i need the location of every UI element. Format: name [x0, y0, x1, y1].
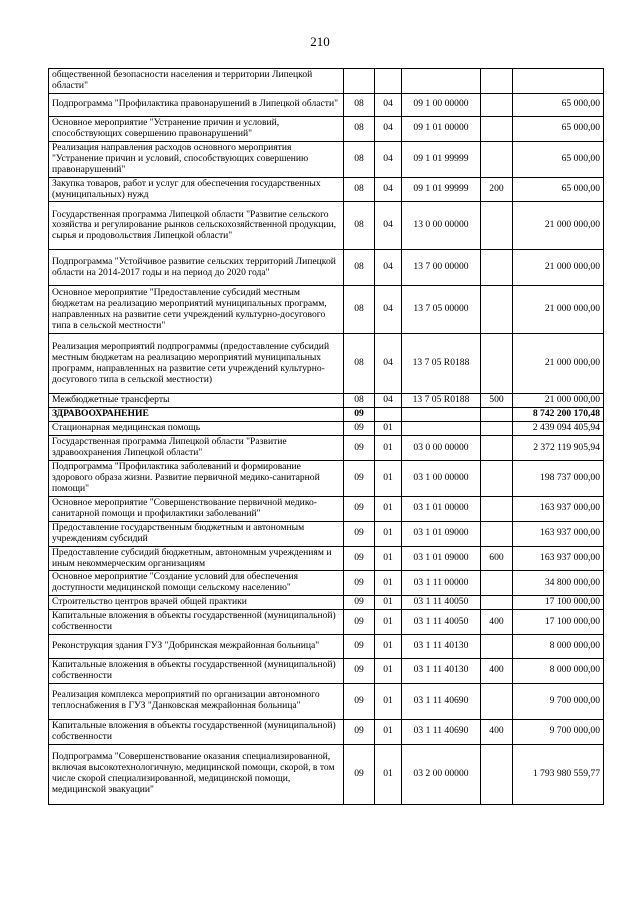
row-amount [513, 69, 604, 94]
row-subsection: 04 [375, 202, 402, 250]
row-target-article: 03 1 11 40050 [402, 610, 481, 635]
row-expense-type: 600 [481, 546, 513, 571]
row-amount: 163 937 000,00 [513, 496, 604, 521]
row-target-article: 13 7 05 R0188 [402, 394, 481, 408]
row-subsection: 01 [375, 521, 402, 546]
row-section [344, 69, 375, 94]
row-expense-type [481, 202, 513, 250]
row-expense-type: 200 [481, 177, 513, 202]
row-subsection: 01 [375, 610, 402, 635]
row-section: 09 [344, 571, 375, 596]
row-target-article: 03 1 11 00000 [402, 571, 481, 596]
row-target-article: 09 1 01 99999 [402, 177, 481, 202]
row-section: 08 [344, 177, 375, 202]
row-section: 09 [344, 521, 375, 546]
row-expense-type [481, 683, 513, 719]
row-section: 09 [344, 422, 375, 436]
row-target-article: 13 0 00 00000 [402, 202, 481, 250]
row-subsection: 01 [375, 496, 402, 521]
row-section: 09 [344, 436, 375, 461]
table-row [49, 683, 604, 719]
row-target-article: 13 7 05 00000 [402, 286, 481, 334]
table-row [49, 177, 604, 202]
table-row [49, 93, 604, 116]
row-section: 09 [344, 596, 375, 610]
row-amount: 21 000 000,00 [513, 286, 604, 334]
row-amount: 65 000,00 [513, 116, 604, 141]
row-target-article [402, 408, 481, 422]
row-name: Подпрограмма "Совершенствование оказания специализированной, включая высокотехнологичную, медицинской помощи, скорой, в том числе скорой специализированной, медицинской помощи, медицинской эвакуации" [49, 744, 344, 804]
row-subsection: 04 [375, 334, 402, 394]
row-expense-type [481, 422, 513, 436]
table-row [49, 460, 604, 496]
row-target-article [402, 422, 481, 436]
row-target-article: 03 2 00 00000 [402, 744, 481, 804]
table-row [49, 610, 604, 635]
row-target-article: 03 1 00 00000 [402, 460, 481, 496]
row-expense-type [481, 571, 513, 596]
row-subsection: 04 [375, 177, 402, 202]
row-amount: 17 100 000,00 [513, 596, 604, 610]
row-section: 09 [344, 546, 375, 571]
table-row [49, 436, 604, 461]
row-section: 08 [344, 116, 375, 141]
row-subsection: 01 [375, 596, 402, 610]
row-subsection [375, 69, 402, 94]
row-name: Межбюджетные трансферты [49, 394, 344, 408]
row-subsection: 01 [375, 634, 402, 658]
row-expense-type [481, 744, 513, 804]
table-row [49, 719, 604, 744]
row-expense-type [481, 69, 513, 94]
row-expense-type [481, 250, 513, 286]
row-name: общественной безопасности населения и территории Липецкой области" [49, 69, 344, 94]
row-name: Основное мероприятие "Создание условий для обеспечения доступности медицинской помощи сельскому населению" [49, 571, 344, 596]
row-name: Реализация направления расходов основного мероприятия "Устранение причин и условий, способствующих совершению правонарушений" [49, 141, 344, 177]
table-row [49, 202, 604, 250]
row-subsection: 01 [375, 719, 402, 744]
row-amount: 198 737 000,00 [513, 460, 604, 496]
row-amount: 1 793 980 559,77 [513, 744, 604, 804]
row-target-article: 03 1 11 40690 [402, 683, 481, 719]
row-section: 08 [344, 334, 375, 394]
page-number: 210 [310, 34, 330, 49]
row-section: 09 [344, 634, 375, 658]
row-section: 09 [344, 610, 375, 635]
row-section: 09 [344, 408, 375, 422]
row-expense-type [481, 596, 513, 610]
table-row [49, 546, 604, 571]
row-subsection: 04 [375, 93, 402, 116]
row-expense-type [481, 521, 513, 546]
row-subsection: 04 [375, 286, 402, 334]
table-row [49, 116, 604, 141]
row-name: Основное мероприятие "Устранение причин и условий, способствующих совершению правонарушений" [49, 116, 344, 141]
row-expense-type [481, 408, 513, 422]
row-amount: 65 000,00 [513, 141, 604, 177]
row-amount: 8 742 200 170,48 [513, 408, 604, 422]
table-row [49, 334, 604, 394]
row-amount: 34 800 000,00 [513, 571, 604, 596]
row-amount: 8 000 000,00 [513, 658, 604, 683]
row-subsection: 01 [375, 460, 402, 496]
row-target-article: 03 1 01 00000 [402, 496, 481, 521]
row-subsection: 04 [375, 250, 402, 286]
row-amount: 21 000 000,00 [513, 334, 604, 394]
row-section: 09 [344, 496, 375, 521]
row-name: Предоставление государственным бюджетным и автономным учреждениям субсидий [49, 521, 344, 546]
table-row [49, 744, 604, 804]
row-name: Государственная программа Липецкой области "Развитие здравоохранения Липецкой области" [49, 436, 344, 461]
table-row [49, 634, 604, 658]
row-amount: 65 000,00 [513, 177, 604, 202]
row-expense-type [481, 141, 513, 177]
row-subsection: 01 [375, 744, 402, 804]
row-target-article: 03 1 11 40690 [402, 719, 481, 744]
row-subsection: 01 [375, 422, 402, 436]
row-subsection: 04 [375, 141, 402, 177]
table-row [49, 571, 604, 596]
row-subsection: 04 [375, 116, 402, 141]
table-row [49, 521, 604, 546]
row-section: 08 [344, 141, 375, 177]
row-section: 08 [344, 394, 375, 408]
row-subsection [375, 408, 402, 422]
row-name: Капитальные вложения в объекты государственной (муниципальной) собственности [49, 610, 344, 635]
row-section: 09 [344, 683, 375, 719]
row-subsection: 01 [375, 658, 402, 683]
row-expense-type: 400 [481, 719, 513, 744]
row-amount: 2 439 094 405,94 [513, 422, 604, 436]
row-name: Основное мероприятие "Совершенствование первичной медико-санитарной помощи и профилактики заболеваний" [49, 496, 344, 521]
row-subsection: 01 [375, 546, 402, 571]
row-name: Государственная программа Липецкой области "Развитие сельского хозяйства и регулирование рынков сельскохозяйственной продукции, сырья и продовольствия Липецкой области" [49, 202, 344, 250]
budget-table [48, 68, 604, 805]
table-row [49, 141, 604, 177]
row-section: 08 [344, 93, 375, 116]
row-section: 09 [344, 719, 375, 744]
row-target-article: 03 0 00 00000 [402, 436, 481, 461]
row-amount: 9 700 000,00 [513, 683, 604, 719]
row-name: Основное мероприятие "Предоставление субсидий местным бюджетам на реализацию мероприятий муниципальных программ, направленных на развитие сети учреждений культурно-досугового типа в сельской местности" [49, 286, 344, 334]
row-amount: 17 100 000,00 [513, 610, 604, 635]
table-row [49, 496, 604, 521]
row-target-article: 13 7 00 00000 [402, 250, 481, 286]
table-row [49, 408, 604, 422]
row-name: Строительство центров врачей общей практики [49, 596, 344, 610]
row-name: Подпрограмма "Устойчивое развитие сельских территорий Липецкой области на 2014-2017 годы и на период до 2020 года" [49, 250, 344, 286]
row-amount: 21 000 000,00 [513, 394, 604, 408]
row-expense-type [481, 286, 513, 334]
row-subsection: 01 [375, 436, 402, 461]
row-amount: 8 000 000,00 [513, 634, 604, 658]
row-target-article: 03 1 11 40050 [402, 596, 481, 610]
table-row [49, 422, 604, 436]
table-row [49, 250, 604, 286]
row-name: Реализация комплекса мероприятий по организации автономного теплоснабжения в ГУЗ "Данковская межрайонная больница" [49, 683, 344, 719]
table-row [49, 596, 604, 610]
row-target-article: 09 1 01 99999 [402, 141, 481, 177]
row-expense-type [481, 93, 513, 116]
row-subsection: 01 [375, 683, 402, 719]
row-expense-type [481, 436, 513, 461]
row-name: Реализация мероприятий подпрограммы (предоставление субсидий местным бюджетам на реализацию мероприятий муниципальных программ, направленных на развитие сети учреждений культурно-досугового типа в сельской местности) [49, 334, 344, 394]
row-name: Предоставление субсидий бюджетным, автономным учреждениям и иным некоммерческим организациям [49, 546, 344, 571]
row-name: Капитальные вложения в объекты государственной (муниципальной) собственности [49, 719, 344, 744]
row-subsection: 01 [375, 571, 402, 596]
row-section: 09 [344, 460, 375, 496]
row-amount: 21 000 000,00 [513, 250, 604, 286]
row-name: Капитальные вложения в объекты государственной (муниципальной) собственности [49, 658, 344, 683]
row-target-article: 13 7 05 R0188 [402, 334, 481, 394]
row-section: 09 [344, 744, 375, 804]
row-amount: 163 937 000,00 [513, 546, 604, 571]
row-expense-type: 400 [481, 658, 513, 683]
row-expense-type [481, 116, 513, 141]
row-amount: 21 000 000,00 [513, 202, 604, 250]
table-row [49, 658, 604, 683]
row-amount: 2 372 119 905,94 [513, 436, 604, 461]
row-name: Закупка товаров, работ и услуг для обеспечения государственных (муниципальных) нужд [49, 177, 344, 202]
row-target-article: 03 1 11 40130 [402, 658, 481, 683]
row-target-article: 03 1 01 09000 [402, 521, 481, 546]
row-expense-type [481, 460, 513, 496]
row-name: Подпрограмма "Профилактика заболеваний и формирование здорового образа жизни. Развитие первичной медико-санитарной помощи" [49, 460, 344, 496]
row-name: Стационарная медицинская помощь [49, 422, 344, 436]
row-section: 08 [344, 250, 375, 286]
table-row [49, 69, 604, 94]
row-expense-type [481, 496, 513, 521]
row-expense-type: 400 [481, 610, 513, 635]
row-section: 08 [344, 202, 375, 250]
row-section: 08 [344, 286, 375, 334]
row-expense-type [481, 334, 513, 394]
row-target-article: 03 1 01 09000 [402, 546, 481, 571]
row-name: Реконструкция здания ГУЗ "Добринская межрайонная больница" [49, 634, 344, 658]
row-name: Подпрограмма "Профилактика правонарушений в Липецкой области" [49, 93, 344, 116]
table-row [49, 286, 604, 334]
row-name: ЗДРАВООХРАНЕНИЕ [49, 408, 344, 422]
row-section: 09 [344, 658, 375, 683]
row-amount: 9 700 000,00 [513, 719, 604, 744]
row-subsection: 04 [375, 394, 402, 408]
row-amount: 65 000,00 [513, 93, 604, 116]
table-row [49, 394, 604, 408]
row-target-article [402, 69, 481, 94]
row-target-article: 09 1 00 00000 [402, 93, 481, 116]
row-expense-type: 500 [481, 394, 513, 408]
row-amount: 163 937 000,00 [513, 521, 604, 546]
row-target-article: 09 1 01 00000 [402, 116, 481, 141]
row-expense-type [481, 634, 513, 658]
row-target-article: 03 1 11 40130 [402, 634, 481, 658]
